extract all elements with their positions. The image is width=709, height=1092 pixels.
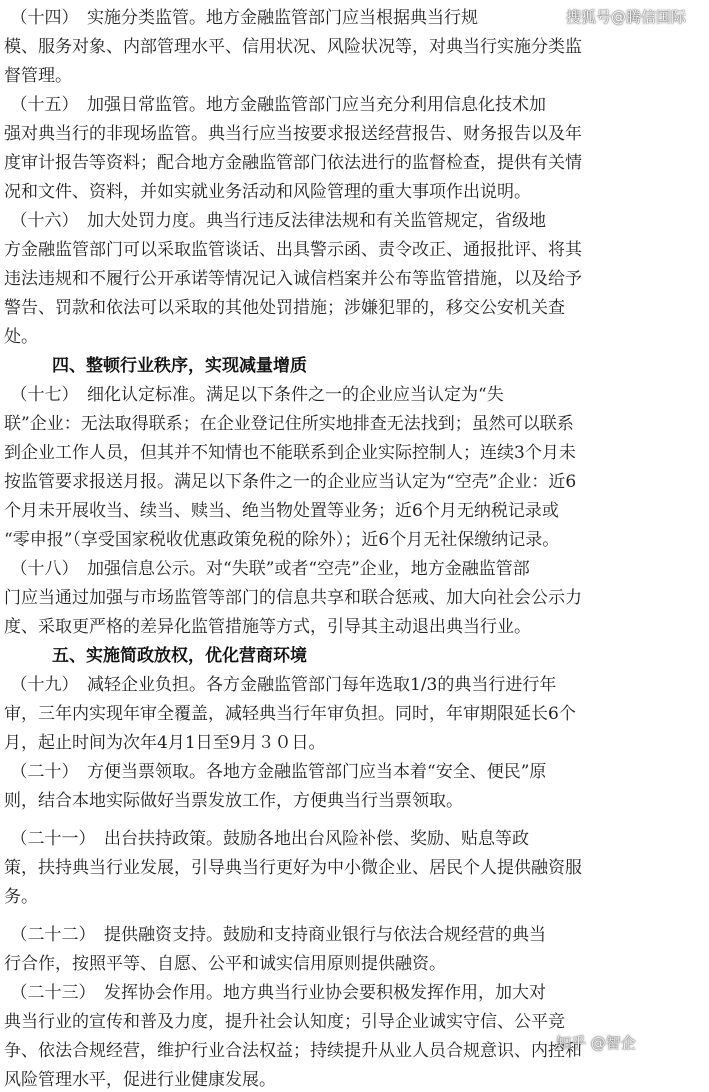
paragraph-line: 警告、罚款和依法可以采取的其他处罚措施；涉嫌犯罪的，移交公安机关查 (4, 298, 565, 318)
paragraph-line: 模、服务对象、内部管理水平、信用状况、风险状况等，对典当行实施分类监 (4, 37, 582, 57)
paragraph-line: 务。 (4, 887, 38, 907)
paragraph-line: 强对典当行的非现场监管。典当行应当按要求报送经营报告、财务报告以及年 (4, 124, 582, 144)
paragraph-line: 典当行业的宣传和普及力度，提升社会认知度；引导企业诚实守信、公平竞 (4, 1012, 565, 1032)
paragraph-line: 联”企业：无法取得联系；在企业登记住所实地排查无法找到；虽然可以联系 (4, 414, 574, 434)
paragraph-line: （十四） 实施分类监管。地方金融监管部门应当根据典当行规 (2, 8, 478, 28)
paragraph-line: （二十一） 出台扶持政策。鼓励各地出台风险补偿、奖励、贴息等政 (2, 829, 529, 849)
paragraph-line: 争、依法合规经营，维护行业合法权益；持续提升从业人员合规意识、内控和 (4, 1041, 582, 1061)
watermark-sohu: 搜狐号@腾信国际 (566, 8, 687, 26)
paragraph-line: （十八） 加强信息公示。对“失联”或者“空壳”企业，地方金融监管部 (2, 559, 530, 579)
paragraph-line: 按监管要求报送月报。满足以下条件之一的企业应当认定为“空壳”企业：近6 (4, 472, 577, 492)
paragraph-line: 门应当通过加强与市场监管等部门的信息共享和联合惩戒、加大向社会公示力 (4, 588, 582, 608)
paragraph-line: （二十） 方便当票领取。各地方金融监管部门应当本着“安全、便民”原 (2, 762, 547, 782)
section-heading: 五、实施简政放权，优化营商环境 (52, 646, 307, 666)
paragraph-line: （二十二） 提供融资支持。鼓励和支持商业银行与依法合规经营的典当 (2, 925, 546, 945)
paragraph-line: 方金融监管部门可以采取监管谈话、出具警示函、责令改正、通报批评、将其 (4, 240, 582, 260)
paragraph-line: （二十三） 发挥协会作用。地方典当行业协会要积极发挥作用，加大对 (2, 983, 546, 1003)
paragraph-line: 月，起止时间为次年4月1日至9月３０日。 (4, 733, 326, 753)
paragraph-line: 则，结合本地实际做好当票发放工作，方便典当行当票领取。 (4, 791, 463, 811)
paragraph-line: 度、采取更严格的差异化监管措施等方式，引导其主动退出典当行业。 (4, 617, 531, 637)
paragraph-line: 策，扶持典当行业发展，引导典当行更好为中小微企业、居民个人提供融资服 (4, 858, 582, 878)
paragraph-line: 处。 (4, 327, 38, 347)
paragraph-line: 况和文件、资料，并如实就业务活动和风险管理的重大事项作出说明。 (4, 182, 531, 202)
paragraph-line: “零申报”（享受国家税收优惠政策免税的除外）；近6个月无社保缴纳记录。 (4, 530, 560, 550)
paragraph-line: （十五） 加强日常监管。地方金融监管部门应当充分利用信息化技术加 (2, 95, 546, 115)
paragraph-line: 违法违规和不履行公开承诺等情况记入诚信档案并公布等监管措施，以及给予 (4, 269, 582, 289)
paragraph-line: （十六） 加大处罚力度。典当行违反法律法规和有关监管规定，省级地 (2, 211, 546, 231)
paragraph-line: 风险管理水平，促进行业健康发展。 (4, 1070, 276, 1090)
paragraph-line: （十九） 减轻企业负担。各方金融监管部门每年选取1/3的典当行进行年 (2, 675, 557, 695)
paragraph-line: 督管理。 (4, 66, 72, 86)
paragraph-line: 度审计报告等资料；配合地方金融监管部门依法进行的监督检查，提供有关情 (4, 153, 582, 173)
paragraph-line: 审，三年内实现年审全覆盖，减轻典当行年审负担。同时，年审期限延长6个 (4, 704, 576, 724)
section-heading: 四、整顿行业秩序，实现减量增质 (52, 356, 307, 376)
watermark-zhihu: 知乎 @智企 (556, 1034, 636, 1052)
paragraph-line: （十七） 细化认定标准。满足以下条件之一的企业应当认定为“失 (2, 385, 504, 405)
paragraph-line: 个月未开展收当、续当、赎当、绝当物处置等业务；近6个月无纳税记录或 (4, 501, 559, 521)
paragraph-line: 行合作，按照平等、自愿、公平和诚实信用原则提供融资。 (4, 954, 446, 974)
paragraph-line: 到企业工作人员，但其并不知情也不能联系到企业实际控制人；连续3个月未 (4, 443, 576, 463)
